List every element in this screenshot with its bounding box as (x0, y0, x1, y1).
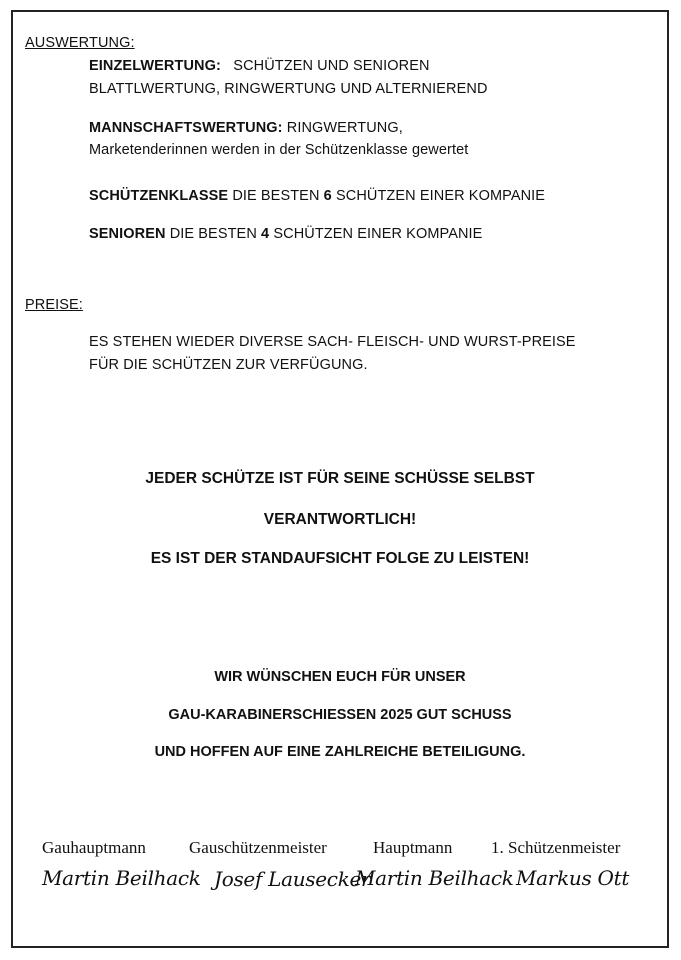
schuetzenklasse-line (89, 188, 545, 204)
mannschaftswertung-text-2: Marketenderinnen werden in der Schützenklasse gewertet (89, 142, 469, 158)
einzelwertung-text: SCHÜTZEN UND SENIOREN (233, 58, 430, 74)
section-heading-preise: PREISE: (25, 297, 83, 313)
schuetzenklasse-number: 6 (323, 188, 332, 204)
schuetzenklasse-post: SCHÜTZEN EINER KOMPANIE (335, 188, 546, 204)
signature-title-gauhauptmann: Gauhauptmann (42, 838, 146, 857)
mannschaftswertung-label: MANNSCHAFTSWERTUNG: (89, 120, 283, 136)
einzelwertung-label: EINZELWERTUNG: (89, 58, 221, 74)
section-heading-auswertung: AUSWERTUNG: (25, 35, 135, 51)
senioren-label: SENIOREN (89, 226, 166, 242)
signature-title-gauschuetzenmeister: Gauschützenmeister (189, 838, 327, 857)
signature-gauhauptmann: Martin Beilhack (42, 866, 201, 890)
preise-line-2: FÜR DIE SCHÜTZEN ZUR VERFÜGUNG. (89, 357, 368, 373)
signature-hauptmann: Martin Beilhack (355, 866, 514, 890)
schuetzenklasse-label: SCHÜTZENKLASSE (89, 188, 229, 204)
signature-title-schuetzenmeister: 1. Schützenmeister (491, 838, 621, 857)
senioren-post: SCHÜTZEN EINER KOMPANIE (273, 226, 483, 242)
notice-line-1: JEDER SCHÜTZE IST FÜR SEINE SCHÜSSE SELBST (145, 470, 535, 487)
wishes-line-1: WIR WÜNSCHEN EUCH FÜR UNSER (214, 669, 466, 685)
senioren-line (89, 226, 482, 242)
wishes-line-2: GAU-KARABINERSCHIESSEN 2025 GUT SCHUSS (168, 707, 512, 723)
senioren-pre: DIE BESTEN (169, 226, 257, 242)
mannschaftswertung-line (89, 120, 403, 136)
notice-line-2: VERANTWORTLICH! (263, 511, 417, 528)
senioren-number: 4 (261, 226, 270, 242)
signature-title-hauptmann: Hauptmann (373, 838, 453, 857)
signature-schuetzenmeister: Markus Ott (516, 866, 630, 890)
preise-line-1: ES STEHEN WIEDER DIVERSE SACH- FLEISCH- UND WURST-PREISE (89, 334, 576, 350)
signature-gauschuetzenmeister: Josef Lausecker (214, 867, 371, 891)
einzelwertung-line (89, 58, 430, 74)
einzelwertung-text-2: BLATTLWERTUNG, RINGWERTUNG UND ALTERNIEREND (89, 81, 488, 97)
mannschaftswertung-text: RINGWERTUNG, (286, 120, 403, 136)
schuetzenklasse-pre: DIE BESTEN (232, 188, 320, 204)
notice-line-3: ES IST DER STANDAUFSICHT FOLGE ZU LEISTEN! (150, 550, 530, 567)
wishes-line-3: UND HOFFEN AUF EINE ZAHLREICHE BETEILIGUNG. (154, 744, 526, 760)
